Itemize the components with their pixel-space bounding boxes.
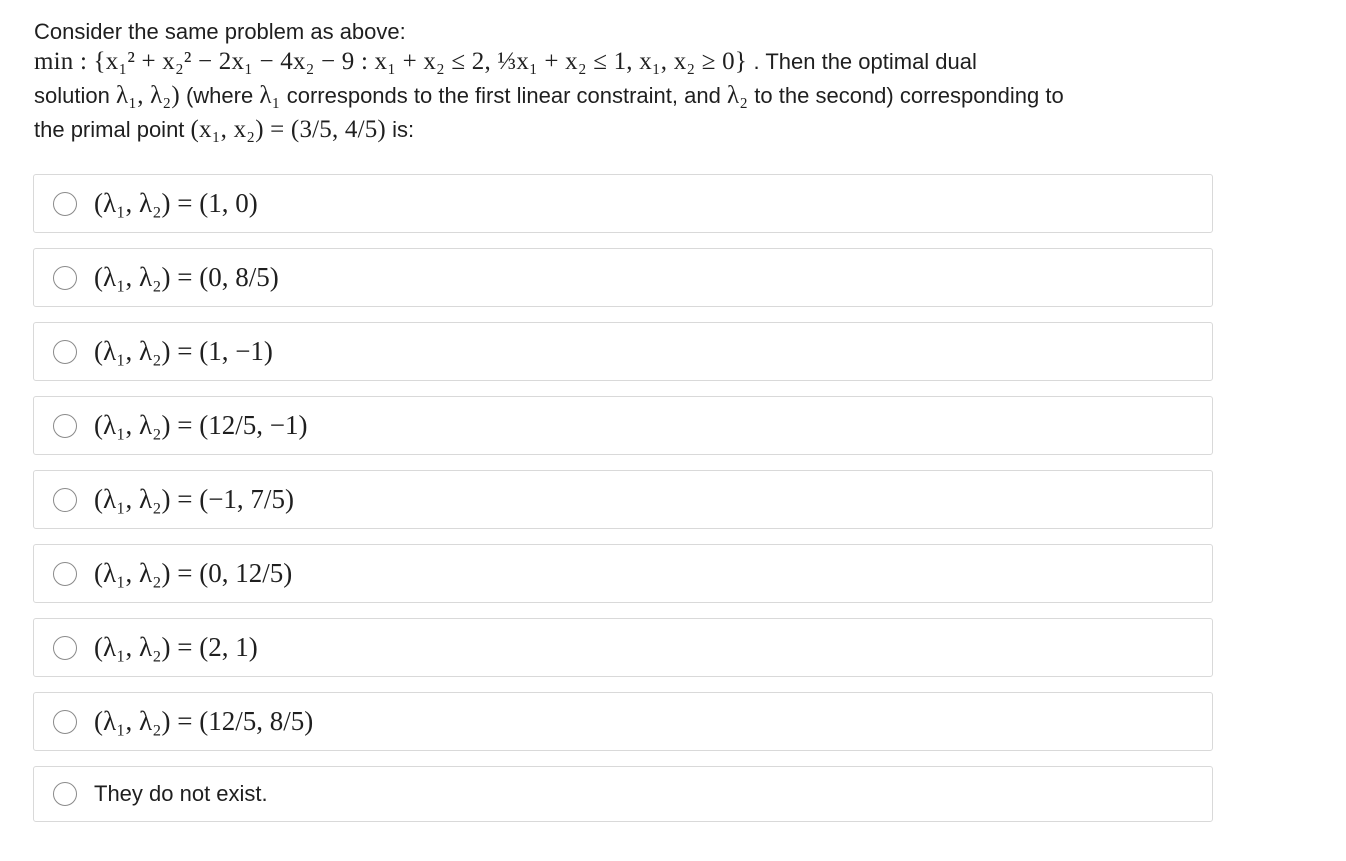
lambda1-math: λ₁ — [259, 82, 281, 109]
answer-options — [33, 174, 1213, 822]
question-line2-text-b: corresponds to the first linear constraint, and — [280, 83, 727, 108]
primal-point-math: (x₁, x₂) = (3/5, 4/5) — [190, 116, 386, 143]
answer-option[interactable] — [33, 396, 1213, 455]
question-line3-prefix: the primal point — [34, 117, 191, 142]
question-line3-suffix: is: — [385, 117, 415, 142]
answer-option[interactable] — [33, 544, 1213, 603]
answer-option[interactable] — [33, 174, 1213, 233]
answer-option-label: They do not exist. — [94, 781, 268, 806]
objective-math: {x₁² + x₂² − 2x₁ − 4x₂ − 9 : x₁ + x₂ ≤ 2, ⅓x₁ + x₂ ≤ 1, x₁, x₂ ≥ 0} — [93, 48, 748, 75]
question-line2-prefix: solution — [34, 83, 116, 108]
question-line1-suffix: . Then the optimal dual — [753, 49, 977, 74]
answer-option[interactable] — [33, 618, 1213, 677]
answer-option-label: (λ₁, λ₂) = (−1, 7/5) — [94, 484, 294, 514]
answer-option-label: (λ₁, λ₂) = (1, 0) — [94, 188, 258, 218]
radio-button[interactable] — [53, 562, 77, 586]
radio-button[interactable] — [53, 340, 77, 364]
answer-option[interactable] — [33, 692, 1213, 751]
question-text — [34, 14, 1234, 146]
answer-option-label: (λ₁, λ₂) = (0, 8/5) — [94, 262, 279, 292]
answer-option[interactable] — [33, 248, 1213, 307]
radio-button[interactable] — [53, 636, 77, 660]
answer-option-label: (λ₁, λ₂) = (12/5, −1) — [94, 410, 308, 440]
answer-option[interactable] — [33, 322, 1213, 381]
radio-button[interactable] — [53, 414, 77, 438]
radio-button[interactable] — [53, 488, 77, 512]
objective-prefix: min : — [34, 48, 88, 75]
question-line-primal — [34, 112, 1234, 146]
objective-formula — [34, 48, 754, 75]
answer-option-label: (λ₁, λ₂) = (1, −1) — [94, 336, 273, 366]
radio-button[interactable] — [53, 710, 77, 734]
question-line-dual — [34, 78, 1234, 112]
radio-button[interactable] — [53, 782, 77, 806]
lambda2-math: λ₂ — [726, 82, 749, 109]
answer-option-label: (λ₁, λ₂) = (0, 12/5) — [94, 558, 293, 588]
answer-option[interactable] — [33, 766, 1213, 822]
dual-variables-math: λ₁, λ₂) — [115, 82, 180, 109]
radio-button[interactable] — [53, 266, 77, 290]
question-line2-text-c: to the second) corresponding to — [748, 83, 1064, 108]
question-intro: Consider the same problem as above: — [34, 19, 406, 44]
answer-option[interactable] — [33, 470, 1213, 529]
radio-button[interactable] — [53, 192, 77, 216]
answer-option-label: (λ₁, λ₂) = (2, 1) — [94, 632, 258, 662]
answer-option-label: (λ₁, λ₂) = (12/5, 8/5) — [94, 706, 314, 736]
question-line-objective — [34, 44, 1234, 78]
question-line2-text-a: (where — [179, 83, 260, 108]
